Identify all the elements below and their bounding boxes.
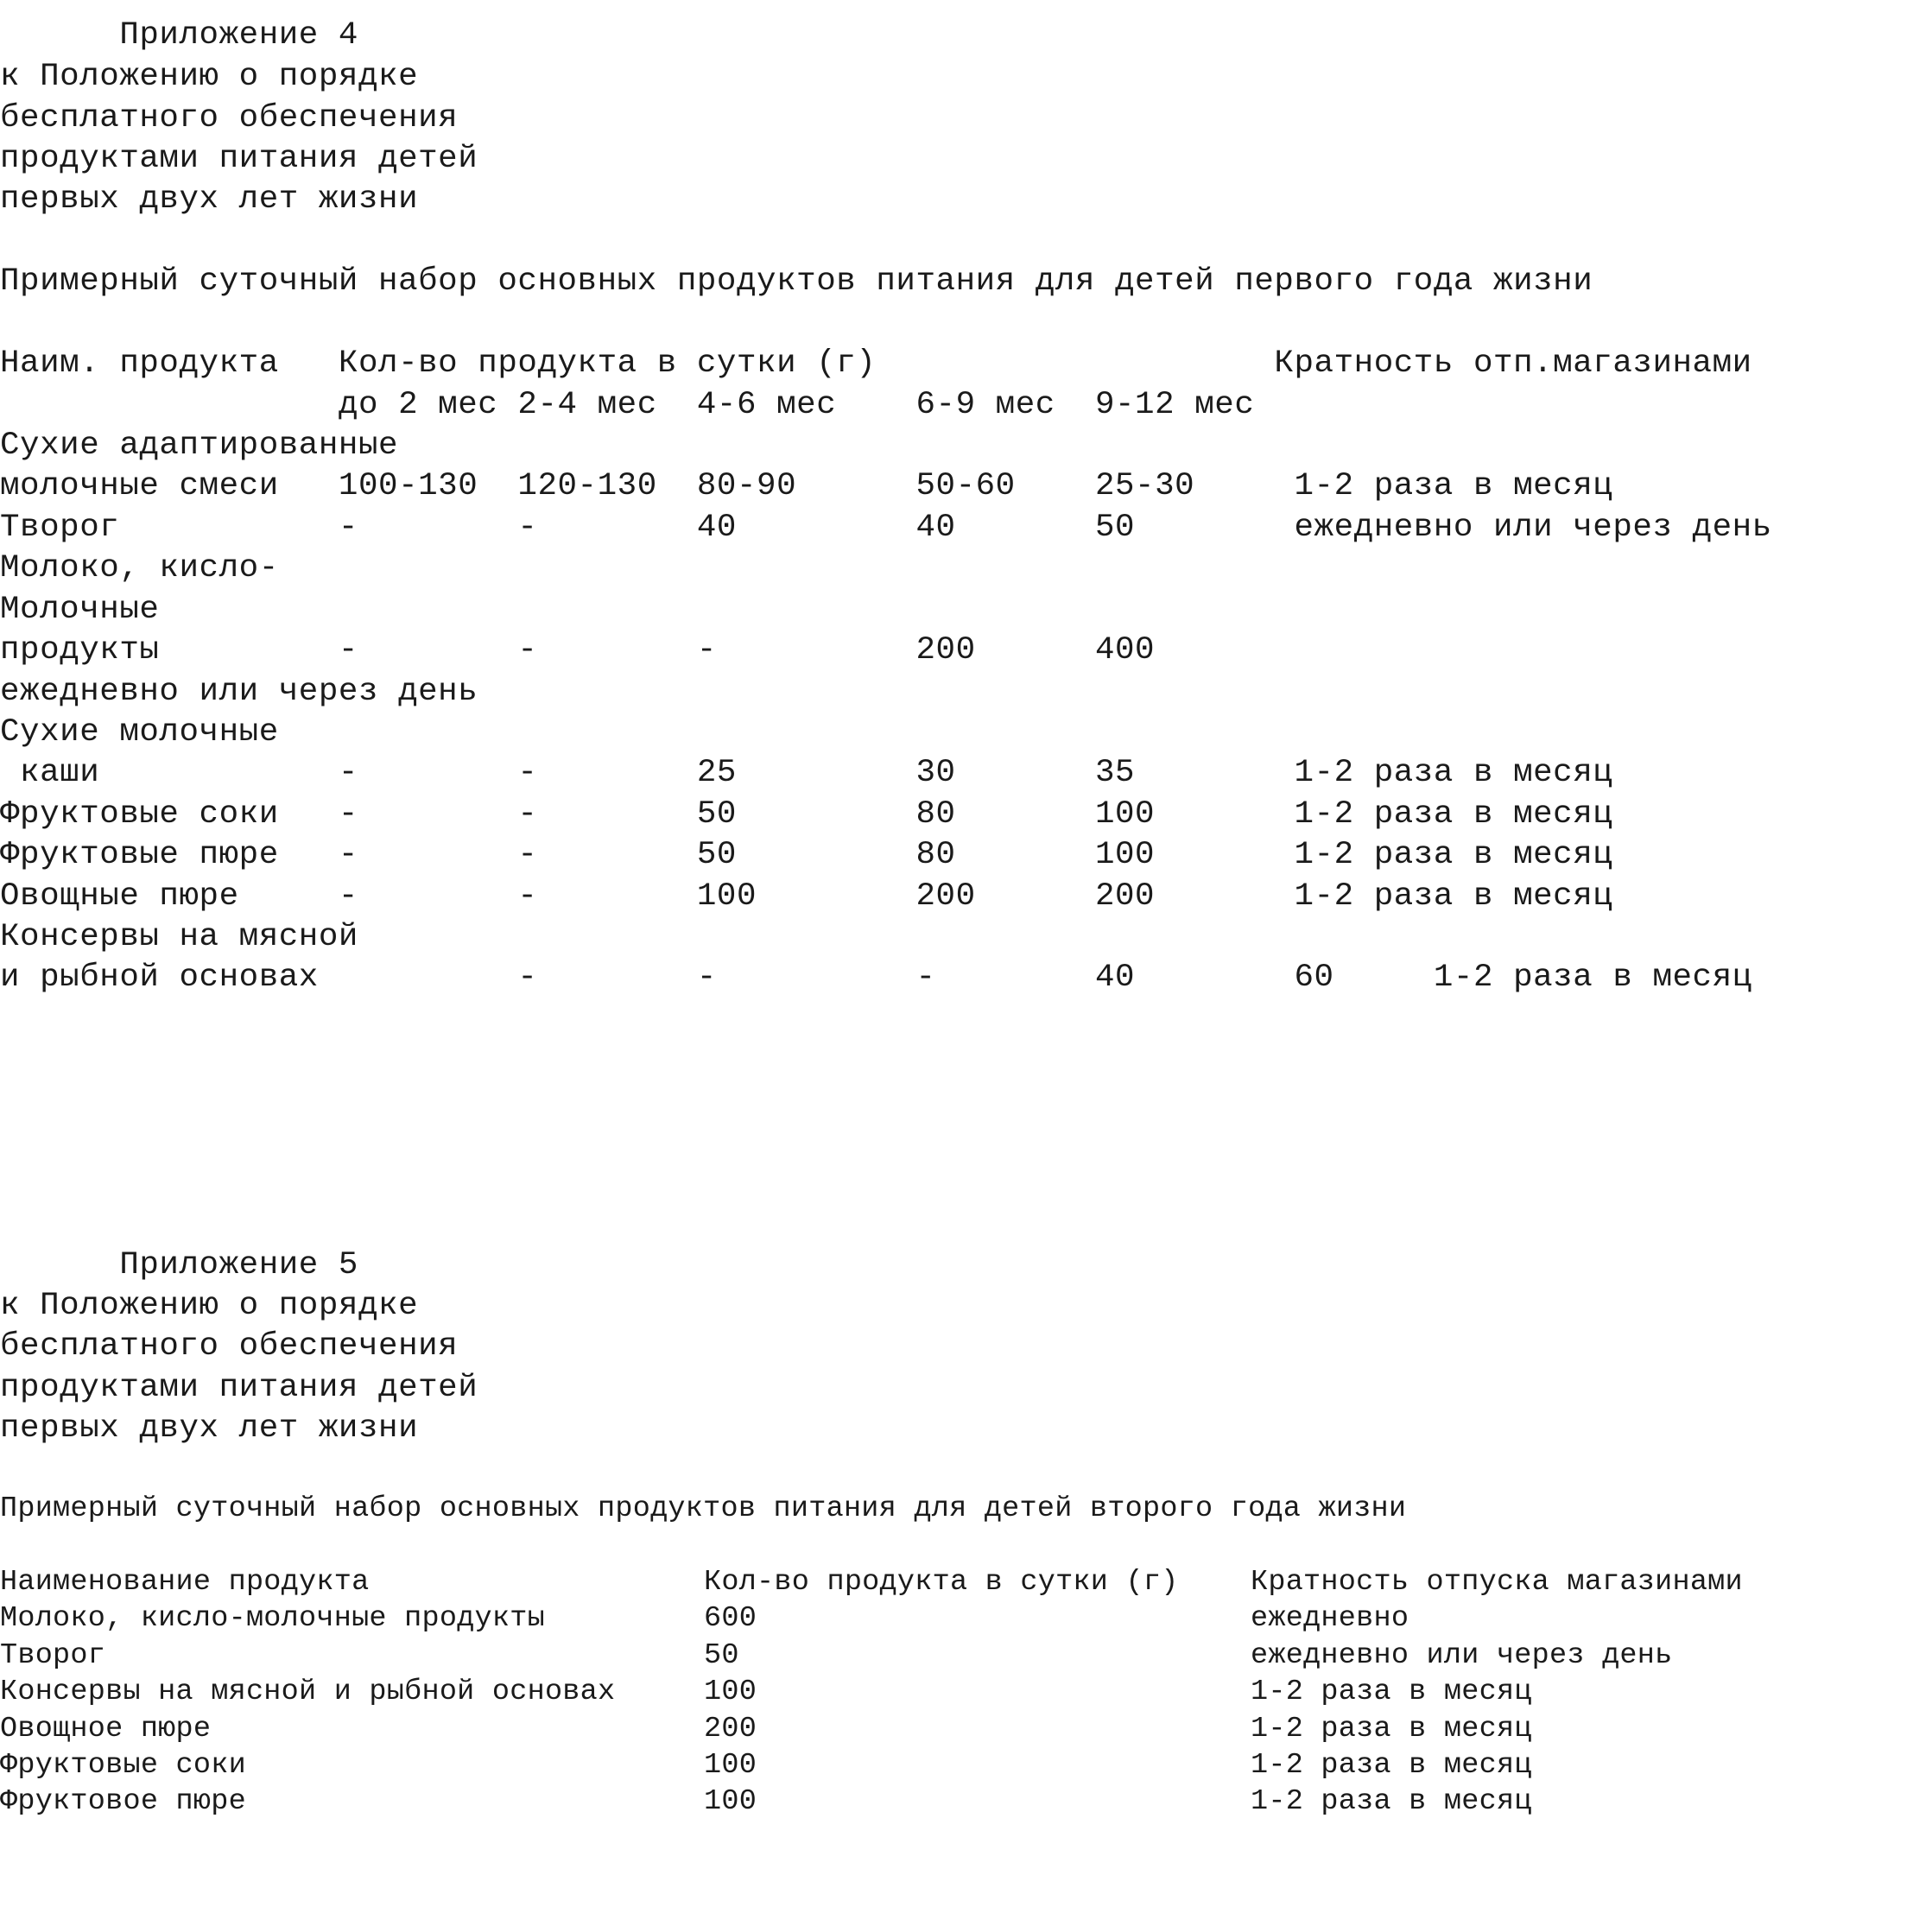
table-row: ежедневно или через день [0,674,478,710]
column-header-name: Наименование продукта [0,1566,370,1599]
table-header-row: Наим. продукта Кол-во продукта в сутки (г) Кратность отп.магазинами [0,345,1752,382]
quantity-cell: 100 [704,1749,757,1782]
frequency-cell: ежедневно [1251,1602,1409,1635]
quantity-cell: 600 [704,1602,757,1635]
table-row: Молочные [0,592,160,628]
table-row: молочные смеси 100-130 120-130 80-90 50-60 25-30 1-2 раза в месяц [0,468,1613,504]
frequency-cell: 1-2 раза в месяц [1251,1785,1532,1818]
appendix-4-ref-line: к Положению о порядке [0,59,419,95]
product-name-cell: Молоко, кисло-молочные продукты [0,1602,545,1635]
table-row: Творог - - 40 40 50 ежедневно или через день [0,510,1772,546]
frequency-cell: 1-2 раза в месяц [1251,1749,1532,1782]
table-header-row: до 2 мес 2-4 мес 4-6 мес 6-9 мес 9-12 мес [0,387,1255,423]
product-name-cell: Фруктовые соки [0,1749,246,1782]
quantity-cell: 50 [704,1639,739,1672]
frequency-cell: ежедневно или через день [1251,1639,1673,1672]
frequency-cell: 1-2 раза в месяц [1251,1676,1532,1708]
appendix-4-ref-line: продуктами питания детей [0,141,478,177]
product-name-cell: Консервы на мясной и рыбной основах [0,1676,616,1708]
appendix-4-title: Примерный суточный набор основных продуктов питания для детей первого года жизни [0,263,1593,300]
appendix-5-ref-line: продуктами питания детей [0,1370,478,1406]
appendix-4-ref-line: первых двух лет жизни [0,181,419,218]
product-name-cell: Фруктовое пюре [0,1785,246,1818]
appendix-4-heading: Приложение 4 [0,17,358,54]
table-row: Консервы на мясной [0,919,358,955]
appendix-4-ref-line: бесплатного обеспечения [0,100,459,136]
table-row: Сухие молочные [0,714,279,751]
table-row: Молоко, кисло- [0,550,279,586]
appendix-5-ref-line: к Положению о порядке [0,1288,419,1324]
frequency-cell: 1-2 раза в месяц [1251,1713,1532,1745]
appendix-5-ref-line: бесплатного обеспечения [0,1328,459,1365]
quantity-cell: 100 [704,1676,757,1708]
product-name-cell: Творог [0,1639,106,1672]
table-row: Фруктовые соки - - 50 80 100 1-2 раза в месяц [0,796,1613,833]
table-row: Фруктовые пюре - - 50 80 100 1-2 раза в месяц [0,837,1613,873]
table-row: продукты - - - 200 400 [0,632,1156,668]
appendix-5-heading: Приложение 5 [0,1247,358,1283]
table-row: и рыбной основах - - - 40 60 1-2 раза в месяц [0,960,1752,996]
table-row: Овощные пюре - - 100 200 200 1-2 раза в месяц [0,878,1613,915]
product-name-cell: Овощное пюре [0,1713,212,1745]
column-header-frequency: Кратность отпуска магазинами [1251,1566,1743,1599]
column-header-quantity: Кол-во продукта в сутки (г) [704,1566,1179,1599]
quantity-cell: 100 [704,1785,757,1818]
quantity-cell: 200 [704,1713,757,1745]
table-row: каши - - 25 30 35 1-2 раза в месяц [0,755,1613,791]
appendix-5-ref-line: первых двух лет жизни [0,1410,419,1447]
appendix-5-title: Примерный суточный набор основных продуктов питания для детей второго года жизни [0,1492,1407,1525]
table-row: Сухие адаптированные [0,428,399,464]
